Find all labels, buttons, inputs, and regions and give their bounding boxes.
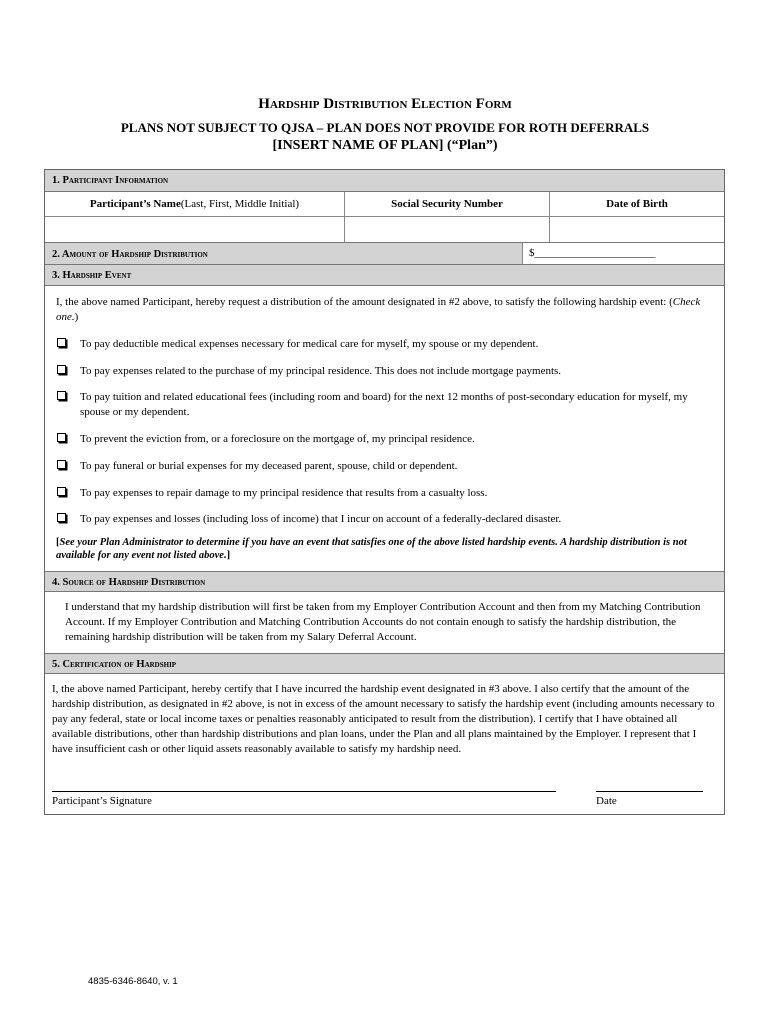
section-5-heading: 5. Certification of Hardship (45, 653, 724, 674)
note-text: See your Plan Administrator to determine if you have an event that satisfies one of the above listed hardship events. A hardship distribution is not available for any event not listed above. (56, 537, 687, 561)
checkbox-icon[interactable] (57, 338, 66, 347)
amount-field[interactable]: $______________________ (522, 242, 724, 265)
name-column-bold: Participant’s Name (89, 198, 181, 210)
certification-text: I, the above named Participant, hereby certify that I have incurred the hardship event designated in #3 above. I also certify that the amount of the hardship distribution, as designated in #2 above, is not in excess of the amount necessary to satisfy the hardship event (including amounts necessary to pay any federal, state or local income taxes or penalties reasonably anticipated to result from the distribution). I certify that I have obtained all available distributions, other than hardship distributions and plan loans, under the Plan and all plans maintained by the Employer. I represent that I have insufficient cash or other liquid assets reasonably available to satisfy my hardship need. (52, 683, 715, 755)
checkbox-icon[interactable] (57, 391, 66, 400)
option-tuition-label: To pay tuition and related educational fees (including room and board) for the next 12 months of post-secondary education for myself, my spouse or my dependent. (80, 391, 688, 418)
document-id: 4835-6346-8640, v. 1 (88, 976, 178, 987)
checkbox-icon[interactable] (57, 487, 66, 496)
name-column-hint: (Last, First, Middle Initial) (180, 198, 300, 210)
form-title: Hardship Distribution Election Form (258, 96, 512, 112)
dob-column-header: Date of Birth (606, 198, 668, 210)
note-bracket-close: ] (226, 550, 231, 561)
section-4-heading: 4. Source of Hardship Distribution (45, 571, 724, 592)
name-column-header (45, 192, 345, 216)
option-funeral-label: To pay funeral or burial expenses for my deceased parent, spouse, child or dependent. (80, 460, 458, 472)
checkbox-icon[interactable] (57, 513, 66, 522)
checkbox-icon[interactable] (57, 433, 66, 442)
election-form (44, 169, 725, 815)
participant-name-field[interactable] (45, 217, 345, 242)
signature-label: Participant’s Signature (52, 795, 152, 807)
form-subtitle: PLANS NOT SUBJECT TO QJSA – PLAN DOES NOT PROVIDE FOR ROTH DEFERRALS (120, 120, 650, 135)
hardship-intro-italic: Check one. (56, 296, 701, 323)
option-disaster-label: To pay expenses and losses (including loss of income) that I incur on account of a federally-declared disaster. (80, 513, 562, 525)
ssn-field[interactable] (345, 217, 550, 242)
option-medical-label: To pay deductible medical expenses necessary for medical care for myself, my spouse or my dependent. (80, 338, 539, 350)
date-line[interactable] (596, 791, 703, 792)
checkbox-icon[interactable] (57, 460, 66, 469)
source-text: I understand that my hardship distribution will first be taken from my Employer Contribution Account and then from my Matching Contribution Account. If my Employer Contribution and Matching Contribution Accounts do not contain enough to satisfy the hardship distribution, the remaining hardship distribution will be taken from my Salary Deferral Account. (65, 601, 701, 643)
section-1-heading: 1. Participant Information (45, 170, 724, 192)
option-casualty-loss-label: To pay expenses to repair damage to my principal residence that results from a casualty loss. (80, 487, 488, 499)
hardship-intro-end: ) (74, 311, 79, 323)
plan-administrator-note (56, 536, 711, 562)
section-3-heading: 3. Hardship Event (45, 265, 724, 286)
ssn-column-header: Social Security Number (345, 192, 550, 216)
checkbox-icon[interactable] (57, 365, 66, 374)
hardship-intro (56, 295, 711, 325)
option-eviction-label: To prevent the eviction from, or a foreclosure on the mortgage of, my principal residence. (80, 433, 475, 445)
option-residence-purchase-label: To pay expenses related to the purchase of my principal residence. This does not include mortgage payments. (80, 365, 562, 377)
participant-input-row (45, 217, 724, 242)
section-2-heading: 2. Amount of Hardship Distribution (45, 242, 724, 265)
participant-header-row (45, 192, 724, 217)
dob-field[interactable] (550, 217, 724, 242)
signature-line[interactable] (52, 791, 556, 792)
date-label: Date (596, 795, 617, 807)
hardship-intro-text: I, the above named Participant, hereby request a distribution of the amount designated in #2 above, to satisfy the following hardship event: ( (56, 296, 673, 308)
plan-name-line: [INSERT NAME OF PLAN] (“Plan”) (272, 138, 498, 153)
note-bracket-open: [ (56, 537, 60, 548)
